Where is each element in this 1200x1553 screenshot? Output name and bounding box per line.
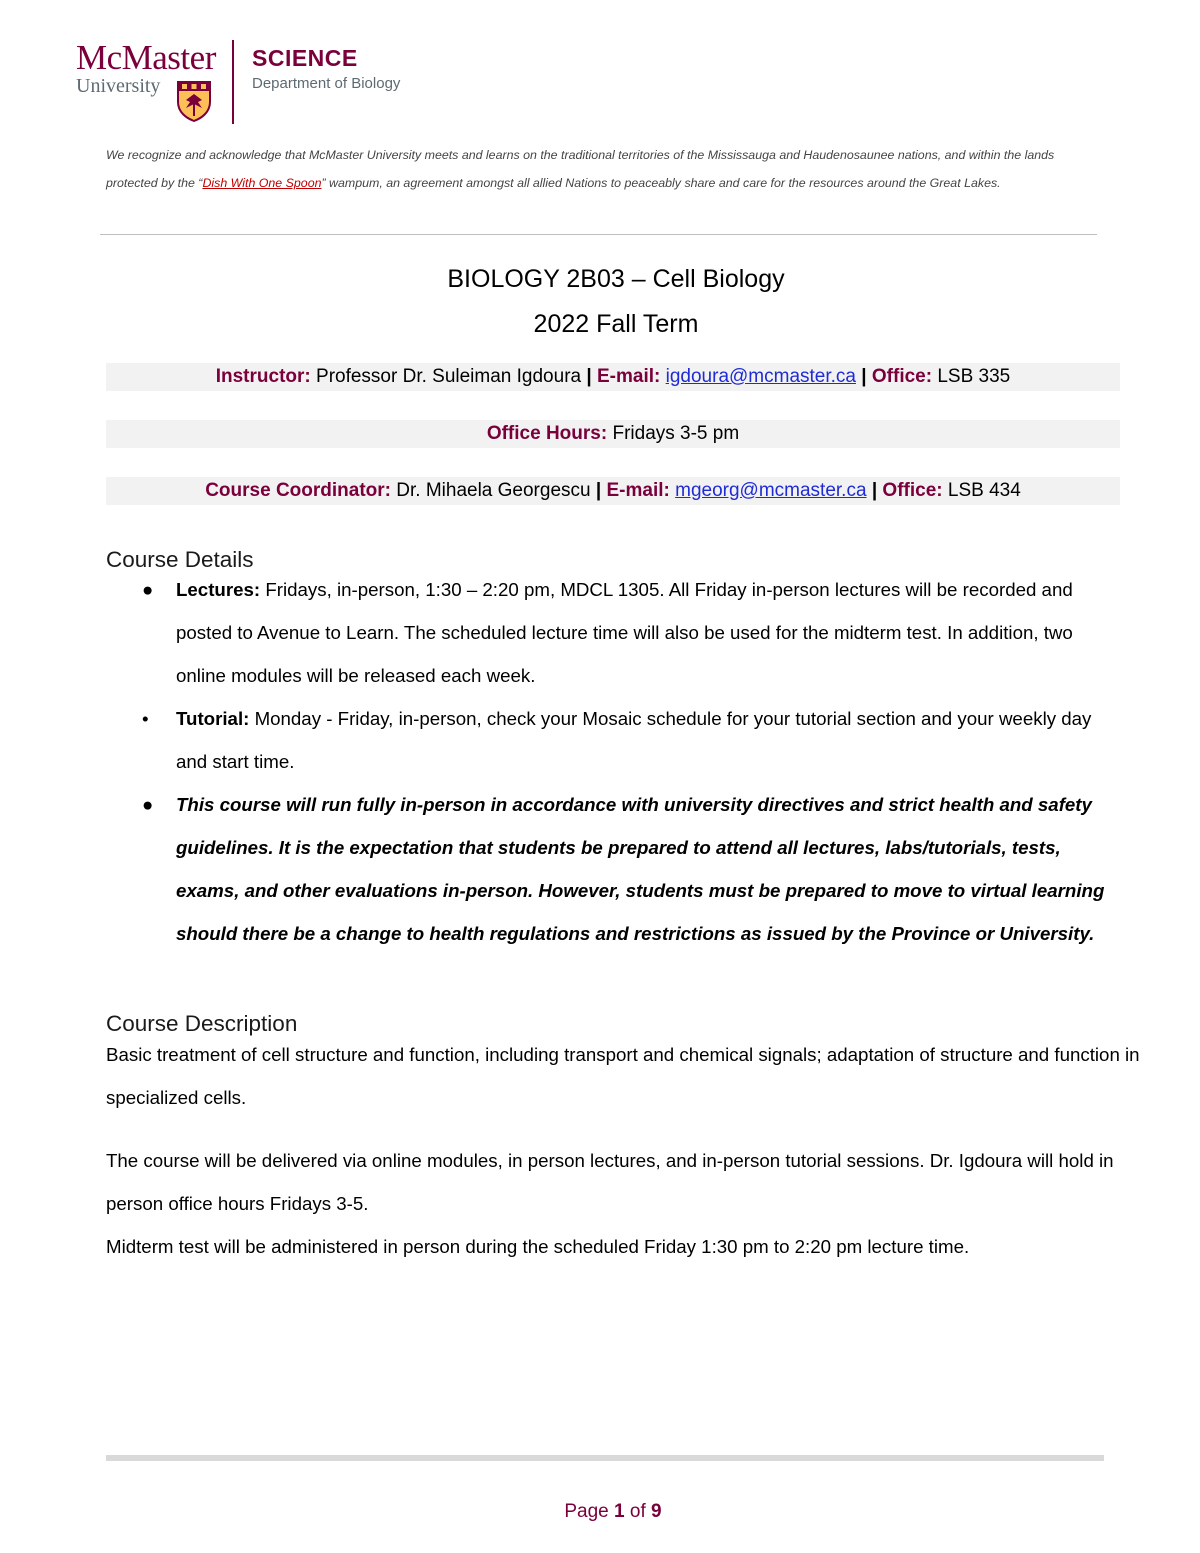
tutorial-label: Tutorial: (176, 708, 250, 729)
list-item (106, 568, 1126, 697)
delivery-paragraph: The course will be delivered via online modules, in person lectures, and in-person tutorial sessions. Dr. Igdoura will hold in person office hours Fridays 3-5. (106, 1150, 1114, 1214)
coordinator-bar: Course Coordinator: Dr. Mihaela Georgescu | E-mail: mgeorg@mcmaster.ca | Office: LSB 434 (106, 477, 1120, 505)
bullet-icon: • (142, 708, 149, 729)
course-term: 2022 Fall Term (533, 310, 699, 338)
logo-divider (232, 40, 234, 124)
coordinator-email-label: E-mail: (606, 480, 670, 501)
office-hours-value: Fridays 3-5 pm (612, 423, 740, 444)
course-details-list (106, 568, 1126, 955)
course-details-heading: Course Details (106, 547, 254, 572)
logo-faculty: SCIENCE (252, 45, 358, 71)
ack-text-end: ” wampum, an agreement amongst all allied Nations to peaceably share and care for the resources around the Great Lakes. (321, 176, 1001, 190)
mcmaster-biology-logo (76, 40, 416, 124)
coordinator-office-label: Office: (882, 480, 943, 501)
ack-text-start: We recognize and acknowledge that McMaster University meets and learns on the traditional territories of the Mississauga and Haudenosaunee nations, and within the lands protected by the “ (106, 148, 1055, 190)
coordinator-office: LSB 434 (947, 480, 1021, 501)
midterm-paragraph: Midterm test will be administered in person during the scheduled Friday 1:30 pm to 2:20 pm lecture time. (106, 1236, 970, 1257)
in-person-note: This course will run fully in-person in accordance with university directives and strict health and safety guidelines. It is the expectation that students be prepared to attend all lectures, labs/tutorials, tests, exams, and other evaluations in-person. However, students must be prepared to move to virtual learning should there be a change to health regulations and restrictions as issued by the Province or University. (176, 794, 1105, 944)
instructor-label: Instructor: (215, 366, 311, 387)
lectures-text: Fridays, in-person, 1:30 – 2:20 pm, MDCL 1305. All Friday in-person lectures will be recorded and posted to Avenue to Learn. The scheduled lecture time will also be used for the midterm test. In addition, two online modules will be released each week. (176, 579, 1073, 686)
land-acknowledgement (106, 141, 1106, 197)
logo-university-text: University (76, 75, 161, 97)
coordinator-name: Dr. Mihaela Georgescu (396, 480, 591, 501)
header-divider (100, 234, 1097, 235)
footer-divider (106, 1455, 1104, 1461)
tutorial-text: Monday - Friday, in-person, check your Mosaic schedule for your tutorial section and your weekly day and start time. (176, 708, 1092, 772)
page-word: Page (564, 1501, 609, 1522)
description-paragraph: Basic treatment of cell structure and function, including transport and chemical signals; adaptation of structure and function in specialized cells. (106, 1044, 1140, 1108)
course-title: BIOLOGY 2B03 – Cell Biology (447, 265, 785, 293)
instructor-name: Professor Dr. Suleiman Igdoura (316, 366, 582, 387)
list-item (106, 697, 1126, 783)
coordinator-email-link[interactable]: mgeorg@mcmaster.ca (675, 480, 867, 501)
instructor-email-label: E-mail: (596, 366, 661, 387)
bullet-icon: ● (142, 794, 154, 815)
total-pages: 9 (651, 1501, 662, 1522)
list-item (106, 783, 1126, 955)
office-hours-bar (106, 420, 1120, 448)
bullet-icon: ● (142, 579, 154, 600)
page-number (0, 1499, 1200, 1525)
course-description-heading: Course Description (106, 1011, 298, 1036)
coordinator-label: Course Coordinator: (205, 480, 391, 501)
lectures-label: Lectures: (176, 579, 261, 600)
crest-icon (176, 80, 212, 122)
dish-with-one-spoon-link[interactable]: Dish With One Spoon (202, 176, 322, 190)
instructor-office: LSB 335 (937, 366, 1011, 387)
current-page: 1 (614, 1501, 625, 1522)
instructor-email-link[interactable]: igdoura@mcmaster.ca (665, 366, 856, 387)
instructor-office-label: Office: (871, 366, 933, 387)
logo-department: Department of Biology (252, 75, 401, 92)
office-hours-label: Office Hours: (486, 423, 608, 444)
of-word: of (629, 1501, 646, 1522)
instructor-bar: Instructor: Professor Dr. Suleiman Igdoura | E-mail: igdoura@mcmaster.ca | Office: LSB 335 (106, 363, 1120, 391)
logo-mcmaster-text: McMaster (76, 38, 216, 77)
